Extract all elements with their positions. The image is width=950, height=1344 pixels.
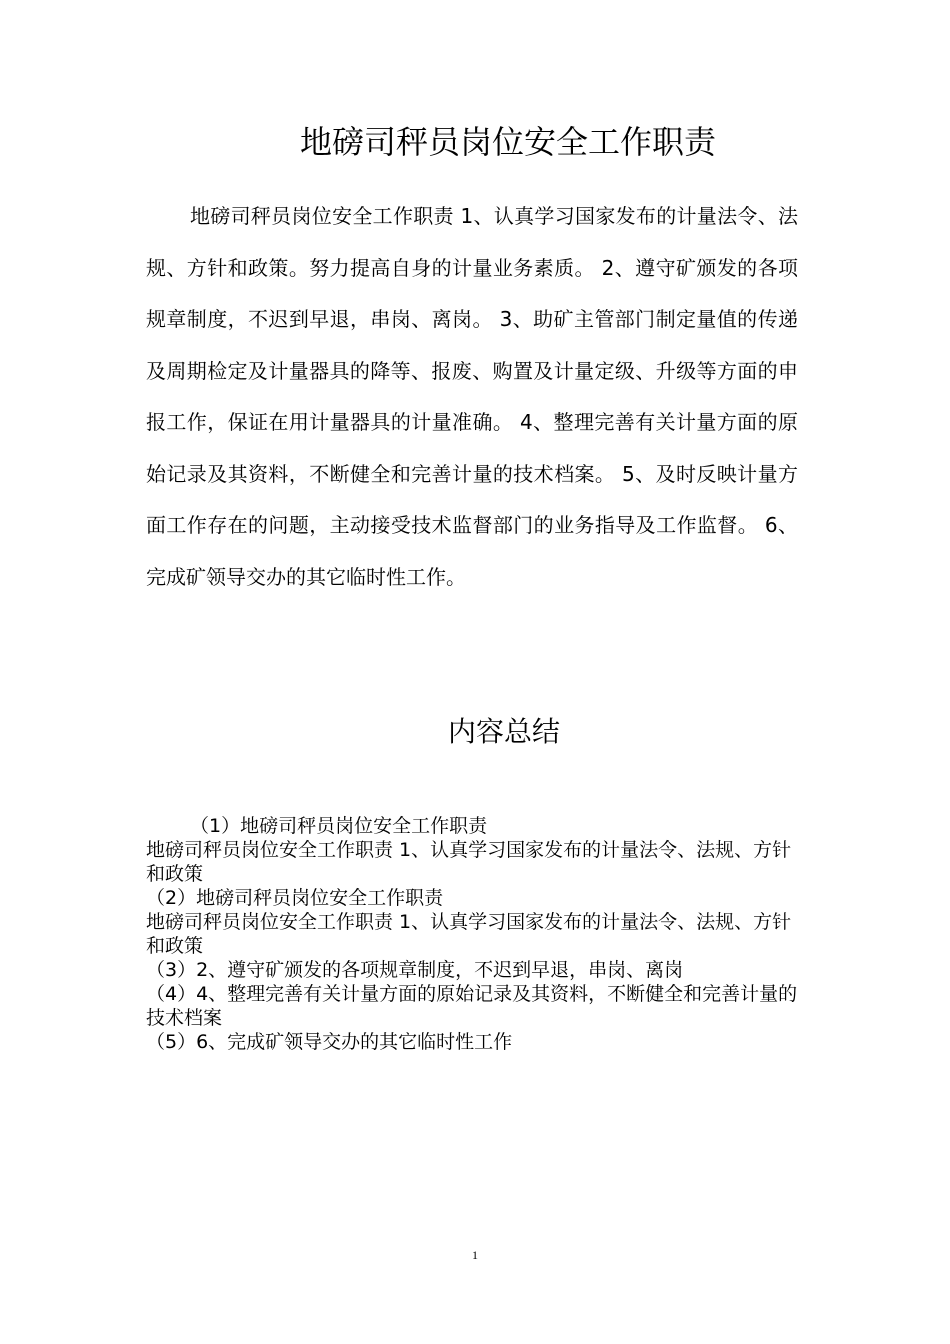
summary-title: 内容总结 <box>447 715 560 748</box>
summary-item: （1）地磅司秤员岗位安全工作职责 <box>190 815 488 837</box>
summary-item: （3）2、遵守矿颁发的各项规章制度，不迟到早退，串岗、离岗 <box>146 959 684 981</box>
summary-item: 地磅司秤员岗位安全工作职责 1、认真学习国家发布的计量法令、法规、方针和政策 <box>146 839 792 885</box>
page-number: 1 <box>472 1248 478 1262</box>
document-body: 地磅司秤员岗位安全工作职责 1、认真学习国家发布的计量法令、法规、方针和政策。努力提高自身的计量业务素质。 2、遵守矿颁发的各项规章制度，不迟到早退，串岗、离岗。 3、助矿主管部门制定量值的传递及周期检定及计量器具的降等、报废、购置及计量定级、升级等方面的申报工作，保证在用计量器具的计量准确。 4、整理完善有关计量方面的原始记录及其资料，不断健全和完善计量的技术档案。 5、及时反映计量方面工作存在的问题，主动接受技术监督部门的业务指导及工作监督。 6、完成矿领导交办的其它临时性工作。 <box>146 204 798 589</box>
summary-item: （4）4、整理完善有关计量方面的原始记录及其资料，不断健全和完善计量的技术档案 <box>146 983 798 1029</box>
summary-item: （5）6、完成矿领导交办的其它临时性工作 <box>146 1031 513 1053</box>
summary-list <box>146 814 798 1054</box>
document-title: 地磅司秤员岗位安全工作职责 <box>299 123 716 161</box>
summary-item: 地磅司秤员岗位安全工作职责 1、认真学习国家发布的计量法令、法规、方针和政策 <box>146 911 792 957</box>
summary-item: （2）地磅司秤员岗位安全工作职责 <box>146 887 444 909</box>
